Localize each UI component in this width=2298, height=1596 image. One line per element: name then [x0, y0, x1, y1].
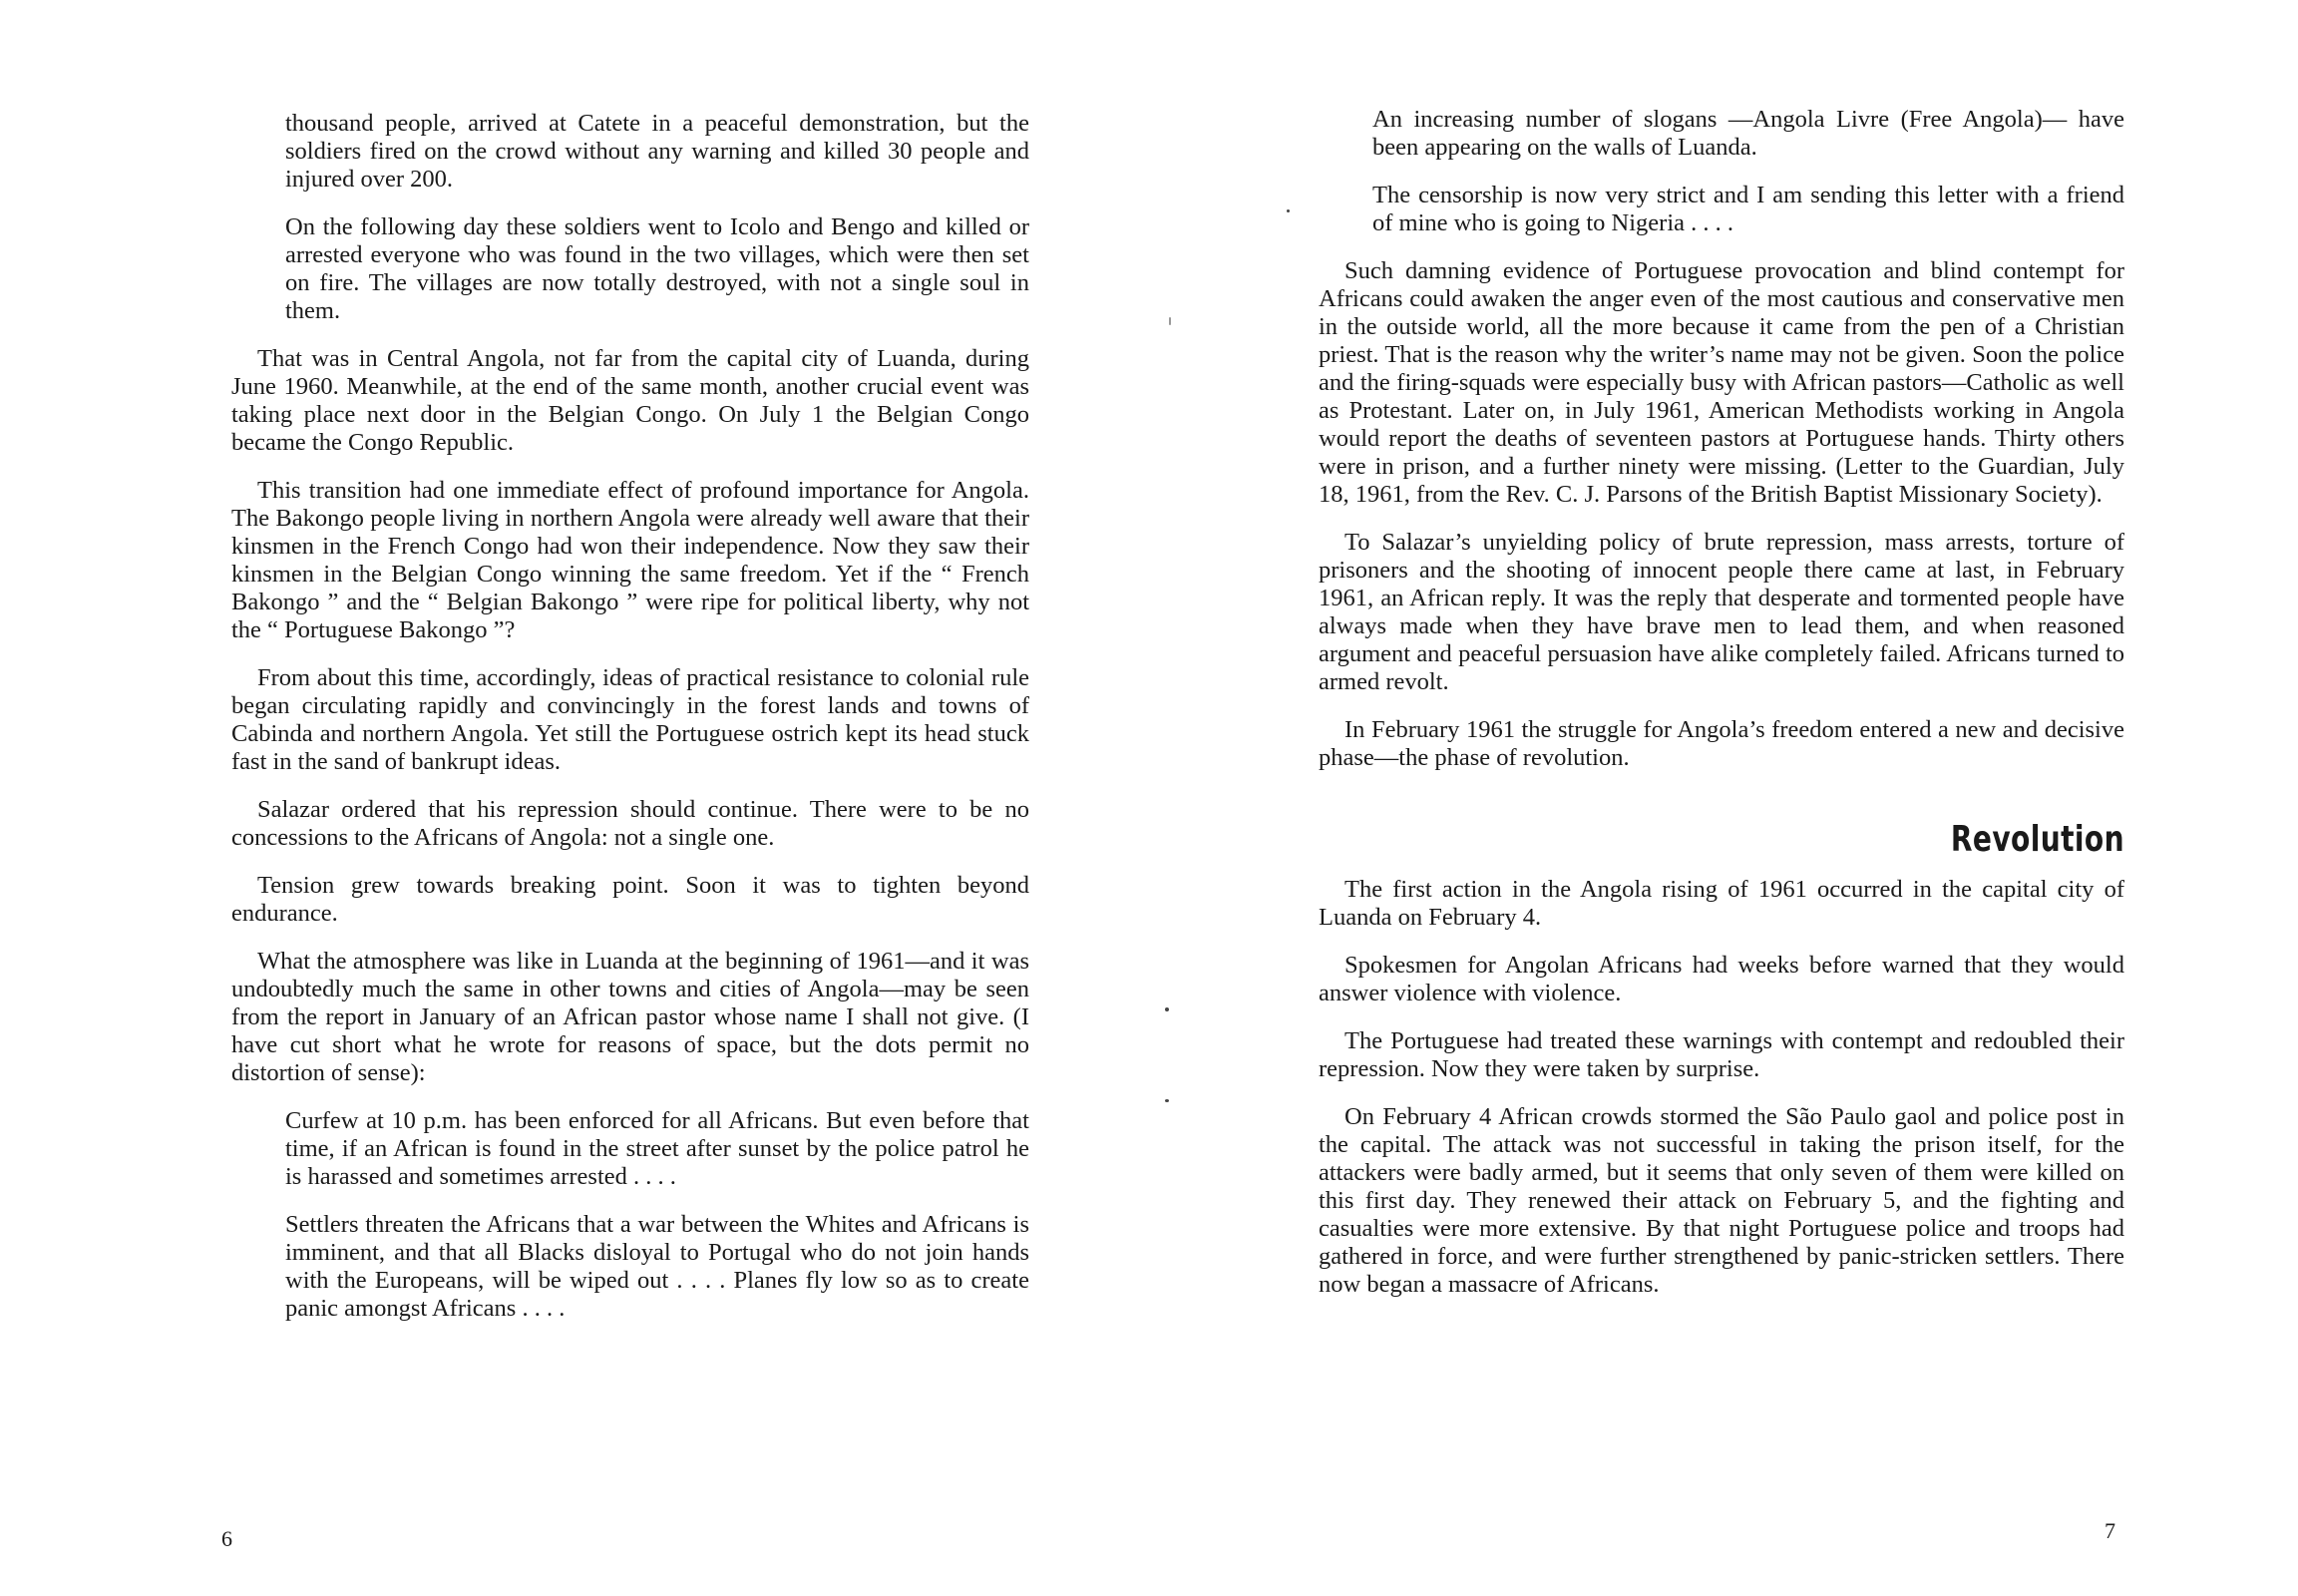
print-speck: [1165, 1099, 1169, 1102]
print-speck: [1287, 209, 1290, 212]
paragraph: The censorship is now very strict and I am sending this letter with a friend of mine who is going to Nigeria . . . .: [1372, 182, 2124, 236]
paragraph: The first action in the Angola rising of 1961 occurred in the capital city of Luanda on February 4.: [1319, 876, 2124, 931]
paragraph: That was in Central Angola, not far from the capital city of Luanda, during June 1960. Meanwhile, at the end of the same month, another crucial event was taking place next door in the Belgian Congo. On July 1 the Belgian Congo became the Congo Republic.: [231, 345, 1029, 456]
paragraph: Spokesmen for Angolan Africans had weeks before warned that they would answer violence with violence.: [1319, 952, 2124, 1006]
print-speck: [1169, 317, 1171, 325]
paragraph: In February 1961 the struggle for Angola’s freedom entered a new and decisive phase—the phase of revolution.: [1319, 716, 2124, 771]
print-speck: [1165, 1007, 1169, 1011]
paragraph: Tension grew towards breaking point. Soon it was to tighten beyond endurance.: [231, 872, 1029, 927]
right-page-text: [1319, 106, 2124, 1319]
paragraph: To Salazar’s unyielding policy of brute repression, mass arrests, torture of prisoners and the shooting of innocent people there came at last, in February 1961, an African reply. It was the reply that desperate and tormented people have always made when they have brave men to lead them, and when reasoned argument and peaceful persuasion have alike completely failed. Africans turned to armed revolt.: [1319, 529, 2124, 695]
left-page-text: [231, 110, 1029, 1323]
right-page: [1149, 0, 2298, 1596]
paragraph: On February 4 African crowds stormed the São Paulo gaol and police post in the capital. The attack was not successful in taking the prison itself, for the attackers were badly armed, but it seems that only seven of them were killed on this first day. They renewed their attack on February 5, and the fighting and casualties were more extensive. By that night Portuguese police and troops had gathered in force, and were further strengthened by panic-stricken settlers. There now began a massacre of Africans.: [1319, 1103, 2124, 1298]
paragraph: Salazar ordered that his repression should continue. There were to be no concessions to the Africans of Angola: not a single one.: [231, 796, 1029, 851]
section-heading: Revolution: [1950, 819, 2124, 860]
paragraph: An increasing number of slogans —Angola Livre (Free Angola)— have been appearing on the walls of Luanda.: [1372, 106, 2124, 161]
paragraph: Settlers threaten the Africans that a war between the Whites and Africans is imminent, and that all Blacks disloyal to Portugal who do not join hands with the Europeans, will be wiped out . . . . Planes fly low so as to create panic amongst Africans . . . .: [285, 1211, 1029, 1322]
page-number: 7: [2105, 1518, 2115, 1543]
paragraph: On the following day these soldiers went to Icolo and Bengo and killed or arrested everyone who was found in the two villages, which were then set on fire. The villages are now totally destroyed, with not a single soul in them.: [285, 213, 1029, 324]
paragraph: What the atmosphere was like in Luanda at the beginning of 1961—and it was undoubtedly much the same in other towns and cities of Angola—may be seen from the report in January of an African pastor whose name I shall not give. (I have cut short what he wrote for reasons of space, but the dots permit no distortion of sense):: [231, 948, 1029, 1086]
paragraph: thousand people, arrived at Catete in a peaceful demonstration, but the soldiers fired on the crowd without any warning and killed 30 people and injured over 200.: [285, 110, 1029, 193]
paragraph: From about this time, accordingly, ideas of practical resistance to colonial rule began circulating rapidly and convincingly in the forest lands and towns of Cabinda and northern Angola. Yet still the Portuguese ostrich kept its head stuck fast in the sand of bankrupt ideas.: [231, 664, 1029, 775]
paragraph: Curfew at 10 p.m. has been enforced for all Africans. But even before that time, if an African is found in the street after sunset by the police patrol he is harassed and sometimes arrested . . . .: [285, 1107, 1029, 1190]
paragraph: Such damning evidence of Portuguese provocation and blind contempt for Africans could awaken the anger even of the most cautious and conservative men in the outside world, all the more because it came from the pen of a Christian priest. That is the reason why the writer’s name may not be given. Soon the police and the firing-squads were especially busy with African pastors—Catholic as well as Protestant. Later on, in July 1961, American Methodists working in Angola would report the deaths of seventeen pastors at Portuguese hands. Thirty others were in prison, and a further ninety were missing. (Letter to the Guardian, July 18, 1961, from the Rev. C. J. Parsons of the British Baptist Missionary Society).: [1319, 257, 2124, 508]
paragraph: The Portuguese had treated these warnings with contempt and redoubled their repression. Now they were taken by surprise.: [1319, 1027, 2124, 1082]
paragraph: This transition had one immediate effect of profound importance for Angola. The Bakongo people living in northern Angola were already well aware that their kinsmen in the French Congo had won their independence. Now they saw their kinsmen in the Belgian Congo winning the same freedom. Yet if the “ French Bakongo ” and the “ Belgian Bakongo ” were ripe for political liberty, why not the “ Portuguese Bakongo ”?: [231, 477, 1029, 643]
page-number: 6: [221, 1526, 232, 1551]
